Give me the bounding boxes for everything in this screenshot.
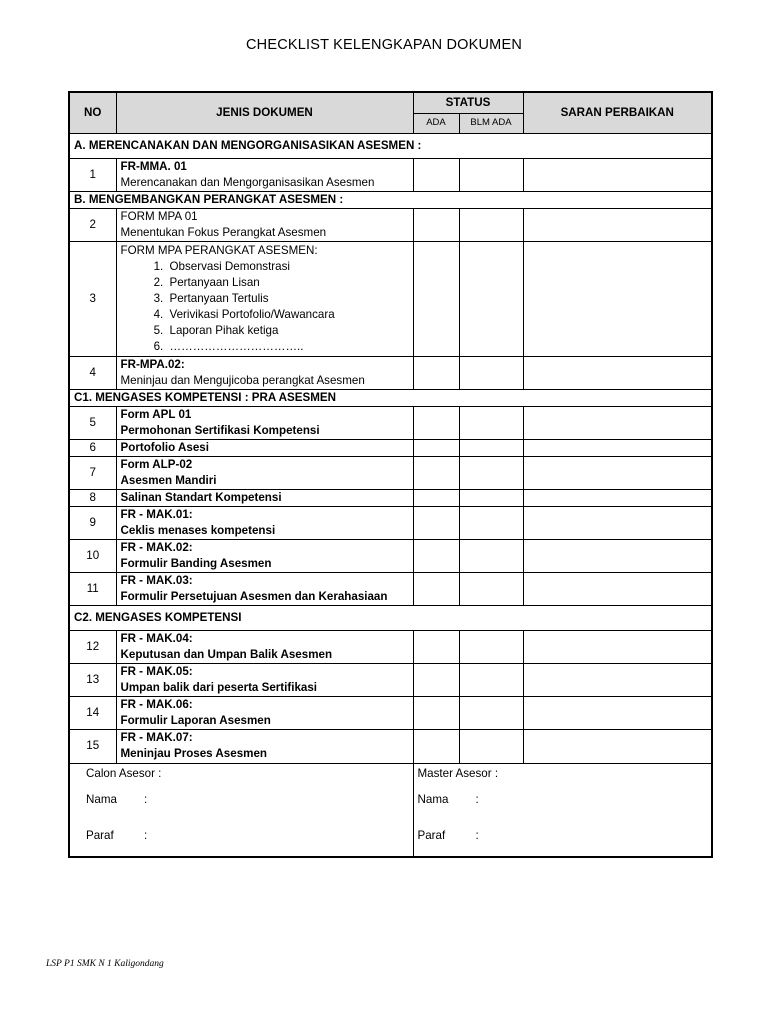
status-ada-cell[interactable] [413,539,459,572]
page-title: CHECKLIST KELENGKAPAN DOKUMEN [246,37,522,53]
status-blm-ada-cell[interactable] [459,506,523,539]
saran-cell[interactable] [523,729,712,763]
table-row [69,158,712,191]
status-blm-ada-cell[interactable] [459,572,523,605]
nama-label: Nama [417,793,449,806]
status-ada-cell[interactable] [413,630,459,663]
table-row [69,572,712,605]
colon: : [144,793,148,806]
header-blm-ada: BLM ADA [459,113,523,133]
footer-text: LSP P1 SMK N 1 Kaligondang [46,959,164,969]
status-ada-cell[interactable] [413,572,459,605]
colon: : [144,828,148,842]
document-code: FR-MMA. 01 [120,159,187,173]
document-name: Keputusan dan Umpan Balik Asesmen [120,647,333,661]
row-number: 6 [69,439,116,456]
row-number: 5 [69,406,116,439]
status-blm-ada-cell[interactable] [459,663,523,696]
colon: : [475,793,479,806]
table-row [69,208,712,241]
table-row [69,506,712,539]
header-no: NO [69,92,116,133]
status-blm-ada-cell[interactable] [459,696,523,729]
table-row [69,489,712,506]
saran-cell[interactable] [523,356,712,389]
saran-cell[interactable] [523,456,712,489]
assessment-tools-list [121,259,409,355]
document-name: Meninjau dan Mengujicoba perangkat Asesmen [120,373,365,387]
saran-cell[interactable] [523,241,712,356]
status-ada-cell[interactable] [413,241,459,356]
status-blm-ada-cell[interactable] [459,539,523,572]
document-name: Permohonan Sertifikasi Kompetensi [120,423,320,437]
status-blm-ada-cell[interactable] [459,158,523,191]
row-number: 2 [69,208,116,241]
table-row [69,729,712,763]
header-saran-perbaikan: SARAN PERBAIKAN [523,92,712,133]
row-number: 7 [69,456,116,489]
row-number: 11 [69,572,116,605]
saran-cell[interactable] [523,506,712,539]
status-ada-cell[interactable] [413,729,459,763]
saran-cell[interactable] [523,572,712,605]
document-code: FR - MAK.02: [120,540,193,554]
document-name: Formulir Banding Asesmen [120,556,272,570]
document-name: Formulir Persetujuan Asesmen dan Kerahasiaan [120,589,388,603]
row-number: 8 [69,489,116,506]
status-blm-ada-cell[interactable] [459,630,523,663]
row-number: 13 [69,663,116,696]
list-item: 4. Verivikasi Portofolio/Wawancara [167,307,409,323]
document-name: Menentukan Fokus Perangkat Asesmen [120,225,327,239]
table-row [69,439,712,456]
document-code: FR - MAK.03: [120,573,193,587]
table-row [69,356,712,389]
section-b: B. MENGEMBANGKAN PERANGKAT ASESMEN : [69,191,712,208]
status-blm-ada-cell[interactable] [459,241,523,356]
document-code: FR - MAK.01: [120,507,193,521]
document-code: FORM MPA 01 [120,209,198,223]
saran-cell[interactable] [523,663,712,696]
row-number: 10 [69,539,116,572]
master-paraf-field[interactable] [413,815,712,857]
status-blm-ada-cell[interactable] [459,406,523,439]
saran-cell[interactable] [523,696,712,729]
section-c1: C1. MENGASES KOMPETENSI : PRA ASESMEN [69,389,712,406]
document-name: Asesmen Mandiri [120,473,217,487]
saran-cell[interactable] [523,208,712,241]
table-row [69,696,712,729]
document-name: Merencanakan dan Mengorganisasikan Asesmen [120,175,375,189]
table-row [69,539,712,572]
status-ada-cell[interactable] [413,663,459,696]
document-code: FR - MAK.04: [120,631,193,645]
master-asesor-label: Master Asesor : [413,763,712,785]
document-code: FR - MAK.06: [120,697,193,711]
table-row [69,663,712,696]
row-number: 15 [69,729,116,763]
header-jenis-dokumen: JENIS DOKUMEN [116,92,413,133]
document-code: Form APL 01 [120,407,192,421]
header-status: STATUS [413,92,523,113]
document-name: Ceklis menases kompetensi [120,523,276,537]
status-ada-cell[interactable] [413,406,459,439]
nama-label: Nama [86,793,117,806]
status-blm-ada-cell[interactable] [459,729,523,763]
master-nama-field[interactable] [413,785,712,815]
table-row [69,630,712,663]
calon-paraf-field[interactable] [69,815,413,857]
row-number: 4 [69,356,116,389]
status-blm-ada-cell[interactable] [459,356,523,389]
status-blm-ada-cell[interactable] [459,208,523,241]
saran-cell[interactable] [523,539,712,572]
status-ada-cell[interactable] [413,489,459,506]
saran-cell[interactable] [523,630,712,663]
document-name: Portofolio Asesi [120,440,209,454]
row-number: 9 [69,506,116,539]
list-item: 1. Observasi Demonstrasi [167,259,409,275]
document-code: FR - MAK.07: [120,731,193,744]
colon: : [475,828,479,842]
document-name: Umpan balik dari peserta Sertifikasi [120,680,318,694]
status-ada-cell[interactable] [413,208,459,241]
status-blm-ada-cell[interactable] [459,439,523,456]
list-item: 5. Laporan Pihak ketiga [167,323,409,339]
list-item: 3. Pertanyaan Tertulis [167,291,409,307]
document-code: FORM MPA PERANGKAT ASESMEN: [120,243,318,257]
row-number: 3 [69,241,116,356]
row-number: 14 [69,696,116,729]
status-ada-cell[interactable] [413,696,459,729]
status-blm-ada-cell[interactable] [459,489,523,506]
list-item: 2. Pertanyaan Lisan [167,275,409,291]
table-row [69,406,712,439]
checklist-table [68,91,713,858]
document-code: FR-MPA.02: [120,357,185,371]
document-name: Salinan Standart Kompetensi [120,490,282,504]
status-ada-cell[interactable] [413,439,459,456]
paraf-label: Paraf [417,828,446,842]
table-row [69,241,712,356]
saran-cell[interactable] [523,158,712,191]
saran-cell[interactable] [523,406,712,439]
section-a: A. MERENCANAKAN DAN MENGORGANISASIKAN ASESMEN : [69,133,712,158]
status-blm-ada-cell[interactable] [459,456,523,489]
calon-nama-field[interactable] [69,785,413,815]
document-name: Formulir Laporan Asesmen [120,713,271,727]
status-ada-cell[interactable] [413,158,459,191]
row-number: 1 [69,158,116,191]
document-code: FR - MAK.05: [120,664,193,678]
row-number: 12 [69,630,116,663]
paraf-label: Paraf [86,828,114,842]
document-name: Meninjau Proses Asesmen [120,747,267,760]
header-ada: ADA [413,113,459,133]
saran-cell[interactable] [523,489,712,506]
status-ada-cell[interactable] [413,506,459,539]
status-ada-cell[interactable] [413,456,459,489]
status-ada-cell[interactable] [413,356,459,389]
table-row [69,456,712,489]
calon-asesor-label: Calon Asesor : [69,763,413,785]
saran-cell[interactable] [523,439,712,456]
document-code: Form ALP-02 [120,457,193,471]
section-c2: C2. MENGASES KOMPETENSI [69,605,712,630]
list-item: 6. …………………………….. [167,339,409,355]
